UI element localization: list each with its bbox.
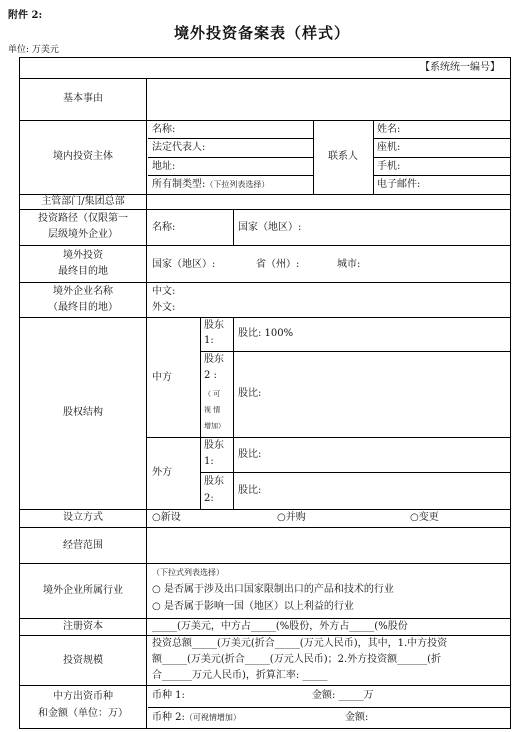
cn-shareholder-2-note-2: 视 情 — [204, 406, 221, 414]
fr-shareholder-1-ratio[interactable]: 股比: — [238, 449, 262, 460]
investment-path-label: 投资路径（仅限第一 — [38, 213, 128, 224]
dest-province-field[interactable]: 省（州）: — [256, 259, 300, 270]
fr-shareholder-2-num: 2: — [204, 493, 214, 504]
cn-shareholder-2-num: 2 : — [204, 370, 217, 381]
overseas-company-label-2: （最终目的地） — [48, 302, 118, 313]
destination-label: 境外投资 — [63, 250, 103, 261]
registered-capital-label: 注册资本 — [63, 621, 103, 632]
overseas-company-label: 境外企业名称 — [53, 286, 113, 297]
cn-shareholder-1-label: 股东 — [204, 320, 224, 331]
method-merger-radio[interactable]: ○并购 — [277, 512, 306, 523]
company-foreign-name-field[interactable]: 外文: — [152, 302, 176, 313]
contact-email-field[interactable]: 电子邮件: — [377, 179, 421, 190]
cn-shareholder-1-ratio[interactable]: 股比: 100% — [238, 328, 294, 339]
cn-shareholder-2-label: 股东 — [204, 354, 224, 365]
investment-scale-line-2[interactable]: 额_____(万美元(折合_____(万元人民币)；2.外方投资额______(折 — [152, 654, 442, 665]
ownership-dropdown-hint: （下拉列表选择） — [205, 180, 270, 189]
cn-shareholder-2-ratio[interactable]: 股比: — [238, 388, 262, 399]
legal-rep-field[interactable]: 法定代表人: — [152, 142, 206, 153]
form-title: 境外投资备案表（样式） — [173, 24, 350, 42]
cn-shareholder-1-num: 1: — [204, 335, 214, 346]
method-new-radio[interactable]: ○新设 — [152, 512, 181, 523]
registered-capital-field[interactable]: _____(万美元，中方占_____(%股份，外方占_____(%股份 — [152, 621, 408, 632]
path-country-field[interactable]: 国家（地区）: — [238, 222, 302, 233]
cn-shareholder-2-note-3: 增加） — [204, 422, 225, 430]
attachment-label: 附件 2: — [8, 10, 43, 21]
system-number-label: 【系统统一编号】 — [420, 62, 500, 73]
address-field[interactable]: 地址: — [152, 161, 176, 172]
investment-scale-line-3[interactable]: 合______万元人民币)，折算汇率: _____ — [152, 670, 328, 681]
supervising-dept-label: 主管部门/集团总部 — [41, 196, 125, 207]
business-scope-label: 经营范围 — [63, 540, 103, 551]
company-cn-name-field[interactable]: 中文: — [152, 286, 176, 297]
fr-shareholder-2-label: 股东 — [204, 476, 224, 487]
basic-matter-label: 基本事由 — [63, 93, 103, 104]
domestic-investor-label: 境内投资主体 — [53, 151, 113, 162]
multi-country-interest-radio[interactable]: ○ 是否属于影响一国（地区）以上利益的行业 — [152, 601, 354, 612]
dest-country-field[interactable]: 国家（地区）: — [152, 259, 216, 270]
amount-1-field[interactable]: 金额: _____万 — [312, 690, 374, 701]
industry-label: 境外企业所属行业 — [43, 585, 123, 596]
currency-2-label: 币种 2: — [152, 712, 185, 723]
equity-structure-label: 股权结构 — [63, 407, 103, 418]
contact-mobile-field[interactable]: 手机: — [377, 161, 401, 172]
contact-person-label: 联系人 — [328, 151, 358, 162]
currency-label: 中方出资币种 — [53, 691, 113, 702]
investment-path-label-2: 层级境外企业） — [48, 229, 118, 240]
currency-1-field[interactable]: 币种 1: — [152, 690, 185, 701]
setup-method-label: 设立方式 — [63, 512, 103, 523]
dest-city-field[interactable]: 城市: — [337, 259, 361, 270]
unit-label: 单位: 万美元 — [8, 45, 59, 55]
chinese-side-label: 中方 — [152, 372, 172, 383]
ownership-type-field[interactable] — [152, 179, 269, 191]
currency-label-2: 和金额（单位：万） — [38, 708, 128, 719]
currency-2-hint: （可视情增加） — [184, 713, 241, 722]
amount-2-field[interactable]: 金额: — [345, 712, 369, 723]
currency-2-field[interactable] — [152, 712, 241, 724]
cn-shareholder-2-note-1: （ 可 — [204, 390, 221, 398]
method-change-radio[interactable]: ○变更 — [410, 512, 439, 523]
investor-name-field[interactable]: 名称: — [152, 124, 176, 135]
industry-dropdown-hint[interactable]: （下拉式列表选择） — [152, 568, 224, 577]
destination-label-2: 最终目的地 — [58, 266, 108, 277]
fr-shareholder-1-label: 股东 — [204, 440, 224, 451]
investment-scale-line-1[interactable]: 投资总额_____(万美元(折合_____(万元人民币)，其中，1.中方投资 — [152, 638, 448, 649]
export-restriction-radio[interactable]: ○ 是否属于涉及出口国家限制出口的产品和技术的行业 — [152, 584, 394, 595]
fr-shareholder-2-ratio[interactable]: 股比: — [238, 485, 262, 496]
ownership-type-label: 所有制类型: — [152, 179, 206, 190]
investment-scale-label: 投资规模 — [63, 655, 103, 666]
foreign-side-label: 外方 — [152, 467, 172, 478]
fr-shareholder-1-num: 1: — [204, 456, 214, 467]
form-table — [19, 57, 511, 729]
path-name-field[interactable]: 名称: — [152, 222, 176, 233]
contact-phone-field[interactable]: 座机: — [377, 142, 401, 153]
contact-name-field[interactable]: 姓名: — [377, 124, 401, 135]
